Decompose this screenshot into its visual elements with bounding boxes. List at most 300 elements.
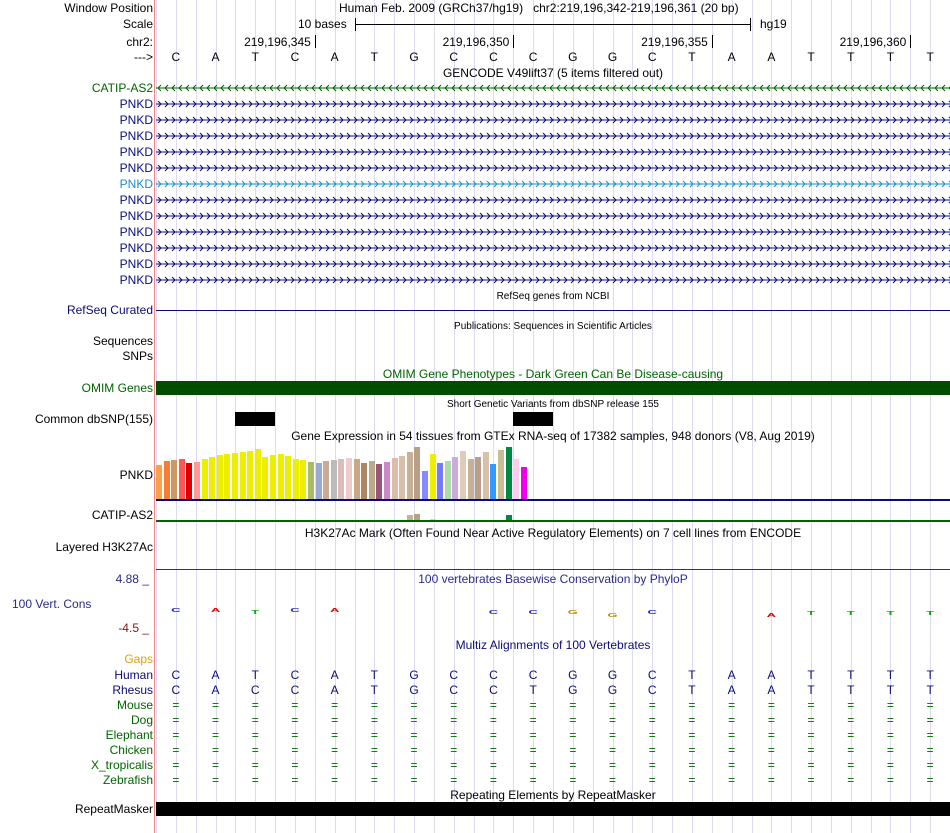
multiz-aligned-base: =: [489, 728, 497, 742]
position-tick-label: 219,196,345: [244, 35, 311, 49]
multiz-aligned-base: =: [172, 728, 180, 742]
phylop-base-glyph[interactable]: C: [647, 608, 657, 616]
gencode-gene-label[interactable]: PNKD: [119, 113, 153, 127]
gtex-tissue-bar[interactable]: [232, 453, 238, 499]
multiz-gaps-label[interactable]: Gaps: [124, 652, 153, 666]
multiz-aligned-base: =: [807, 773, 815, 787]
multiz-aligned-base: =: [370, 758, 378, 772]
multiz-species-label[interactable]: X_tropicalis: [90, 758, 153, 772]
multiz-aligned-base: =: [728, 698, 736, 712]
reference-base: A: [727, 50, 736, 64]
multiz-aligned-base: =: [728, 713, 736, 727]
multiz-aligned-base: =: [291, 773, 299, 787]
gtex-tissue-bar[interactable]: [224, 454, 230, 499]
multiz-aligned-base: =: [688, 698, 696, 712]
gencode-gene-line[interactable]: [156, 225, 950, 239]
reference-base: C: [290, 50, 300, 64]
chrom-label: chr2:: [126, 35, 153, 49]
multiz-aligned-base: =: [688, 758, 696, 772]
refseq-label[interactable]: RefSeq Curated: [66, 303, 153, 317]
multiz-aligned-base: =: [251, 743, 259, 757]
multiz-aligned-base: T: [688, 683, 696, 697]
dbsnp-label[interactable]: Common dbSNP(155): [34, 412, 153, 426]
multiz-aligned-base: =: [569, 698, 577, 712]
multiz-aligned-base: A: [727, 668, 736, 682]
multiz-aligned-base: =: [807, 743, 815, 757]
multiz-aligned-base: =: [807, 713, 815, 727]
gencode-gene-label[interactable]: PNKD: [119, 225, 153, 239]
multiz-aligned-base: =: [886, 713, 894, 727]
multiz-aligned-base: =: [212, 728, 220, 742]
multiz-aligned-base: =: [886, 773, 894, 787]
reference-base: A: [767, 50, 776, 64]
multiz-aligned-base: A: [330, 683, 339, 697]
multiz-aligned-base: =: [212, 743, 220, 757]
gtex-tissue-bar[interactable]: [300, 460, 306, 499]
gencode-gene-line[interactable]: [156, 113, 950, 127]
multiz-aligned-base: =: [728, 728, 736, 742]
multiz-aligned-base: =: [450, 728, 458, 742]
gtex-tissue-bar[interactable]: [475, 457, 481, 499]
gtex-tissue-bar[interactable]: [270, 455, 276, 499]
scale-assembly: hg19: [760, 17, 787, 31]
reference-base: C: [449, 50, 459, 64]
reference-base: A: [211, 50, 220, 64]
multiz-aligned-base: =: [291, 698, 299, 712]
reference-base: T: [688, 50, 696, 64]
gtex-tissue-bar[interactable]: [445, 461, 451, 499]
multiz-aligned-base: =: [172, 758, 180, 772]
gencode-gene-line[interactable]: [156, 81, 950, 95]
dbsnp-variant-1[interactable]: [235, 412, 275, 426]
phylop-base-glyph[interactable]: A: [766, 611, 777, 619]
phylop-base-glyph[interactable]: G: [607, 611, 618, 619]
omim-label[interactable]: OMIM Genes: [81, 381, 153, 395]
phylop-base-glyph[interactable]: T: [846, 609, 855, 617]
gtex-gene-label-catip[interactable]: CATIP-AS2: [91, 508, 153, 522]
multiz-aligned-base: =: [569, 773, 577, 787]
multiz-aligned-base: =: [926, 698, 934, 712]
gencode-gene-line[interactable]: [156, 193, 950, 207]
phylop-base-glyph[interactable]: A: [329, 606, 340, 614]
phylop-base-glyph[interactable]: G: [567, 608, 578, 616]
gtex-tissue-bar[interactable]: [384, 462, 390, 499]
multiz-aligned-base: =: [609, 728, 617, 742]
multiz-aligned-base: =: [489, 743, 497, 757]
refseq-title[interactable]: RefSeq genes from NCBI: [496, 291, 610, 302]
position-tick-label: 219,196,350: [442, 35, 510, 49]
multiz-aligned-base: =: [688, 728, 696, 742]
gtex-tissue-bar[interactable]: [331, 460, 337, 499]
multiz-aligned-base: =: [410, 758, 418, 772]
gencode-gene-line[interactable]: [156, 97, 950, 111]
multiz-aligned-base: =: [172, 743, 180, 757]
repeatmasker-label[interactable]: RepeatMasker: [74, 802, 153, 816]
multiz-species-label[interactable]: Zebrafish: [102, 773, 153, 787]
gtex-tissue-bar[interactable]: [483, 452, 489, 499]
multiz-aligned-base: =: [331, 758, 339, 772]
gencode-gene-line[interactable]: [156, 145, 950, 159]
phylop-base-glyph[interactable]: T: [807, 609, 816, 617]
position-tick-label: 219,196,355: [641, 35, 708, 49]
gtex-tissue-bar[interactable]: [490, 464, 496, 499]
gtex-tissue-bar[interactable]: [399, 456, 405, 499]
h3k27ac-title[interactable]: H3K27Ac Mark (Often Found Near Active Regulatory Elements) on 7 cell lines from ENCODE: [304, 526, 802, 540]
gtex-tissue-bar[interactable]: [422, 471, 428, 499]
multiz-aligned-base: =: [410, 698, 418, 712]
multiz-aligned-base: =: [410, 728, 418, 742]
multiz-aligned-base: T: [847, 683, 855, 697]
multiz-aligned-base: A: [330, 668, 339, 682]
multiz-aligned-base: =: [212, 713, 220, 727]
gtex-tissue-bar[interactable]: [209, 457, 215, 499]
dbsnp-variant-2[interactable]: [513, 412, 553, 426]
reference-base: C: [528, 50, 538, 64]
multiz-aligned-base: =: [767, 713, 775, 727]
multiz-aligned-base: =: [331, 728, 339, 742]
gtex-tissue-bar[interactable]: [338, 459, 344, 499]
multiz-aligned-base: =: [331, 713, 339, 727]
multiz-aligned-base: =: [410, 773, 418, 787]
multiz-aligned-base: =: [450, 773, 458, 787]
scale-label: Scale: [122, 17, 153, 31]
multiz-aligned-base: T: [886, 683, 895, 697]
multiz-aligned-base: =: [569, 728, 577, 742]
multiz-species-label[interactable]: Elephant: [105, 728, 153, 742]
scale-bar: [355, 24, 751, 25]
gtex-tissue-bar[interactable]: [255, 449, 261, 499]
position-tick-label: 219,196,360: [839, 35, 907, 49]
gencode-gene-label[interactable]: PNKD: [119, 161, 153, 175]
multiz-aligned-base: =: [926, 728, 934, 742]
gencode-gene-label[interactable]: PNKD: [119, 177, 153, 191]
gtex-tissue-bar[interactable]: [513, 459, 519, 499]
gtex-catip-baseline: [156, 520, 950, 522]
phylop-base-glyph[interactable]: T: [886, 609, 895, 617]
repeatmasker-title[interactable]: Repeating Elements by RepeatMasker: [450, 788, 656, 802]
multiz-aligned-base: T: [847, 668, 855, 682]
gtex-tissue-bar[interactable]: [285, 456, 291, 499]
multiz-aligned-base: =: [886, 758, 894, 772]
multiz-aligned-base: =: [847, 698, 855, 712]
gtex-tissue-bar[interactable]: [217, 455, 223, 499]
multiz-aligned-base: =: [807, 728, 815, 742]
gtex-tissue-bar[interactable]: [316, 463, 322, 499]
multiz-aligned-base: T: [926, 668, 934, 682]
multiz-aligned-base: =: [489, 698, 497, 712]
multiz-aligned-base: =: [172, 698, 180, 712]
gtex-tissue-bar[interactable]: [240, 452, 246, 499]
publications-snps-label[interactable]: SNPs: [122, 349, 153, 363]
gtex-tissue-bar[interactable]: [308, 462, 314, 499]
gtex-tissue-bar[interactable]: [202, 459, 208, 499]
gtex-tissue-bar[interactable]: [506, 447, 512, 499]
reference-base: G: [568, 50, 578, 64]
multiz-aligned-base: =: [529, 758, 537, 772]
multiz-aligned-base: =: [291, 758, 299, 772]
multiz-aligned-base: =: [331, 773, 339, 787]
multiz-aligned-base: A: [211, 668, 220, 682]
reference-base: C: [171, 50, 181, 64]
multiz-aligned-base: =: [847, 758, 855, 772]
gtex-tissue-bar[interactable]: [369, 461, 375, 499]
multiz-aligned-base: =: [251, 713, 259, 727]
multiz-aligned-base: T: [251, 668, 259, 682]
gtex-gene-label-pnkd[interactable]: PNKD: [119, 468, 153, 482]
multiz-aligned-base: =: [728, 758, 736, 772]
gencode-gene-line[interactable]: [156, 129, 950, 143]
gtex-tissue-bar[interactable]: [354, 459, 360, 499]
gtex-pnkd-bars[interactable]: [156, 443, 536, 499]
multiz-aligned-base: =: [370, 728, 378, 742]
gencode-gene-label[interactable]: PNKD: [119, 129, 153, 143]
multiz-aligned-base: C: [528, 668, 538, 682]
multiz-aligned-base: A: [727, 683, 736, 697]
phylop-label[interactable]: 100 Vert. Cons: [12, 597, 92, 611]
reference-base: T: [807, 50, 815, 64]
gtex-tissue-bar[interactable]: [346, 458, 352, 499]
refseq-line[interactable]: [156, 310, 950, 311]
gtex-title[interactable]: Gene Expression in 54 tissues from GTEx RNA-seq of 17382 samples, 948 donors (V8, Aug 2019): [291, 429, 815, 443]
multiz-aligned-base: T: [926, 683, 934, 697]
multiz-aligned-base: =: [450, 743, 458, 757]
gtex-tissue-bar[interactable]: [376, 464, 382, 499]
gtex-tissue-bar[interactable]: [468, 459, 474, 499]
gtex-tissue-bar[interactable]: [414, 447, 420, 499]
multiz-aligned-base: =: [648, 773, 656, 787]
multiz-aligned-base: =: [291, 743, 299, 757]
reference-base: A: [330, 50, 339, 64]
gencode-gene-label[interactable]: PNKD: [119, 209, 153, 223]
multiz-aligned-base: =: [886, 728, 894, 742]
multiz-species-label[interactable]: Dog: [130, 713, 153, 727]
gtex-tissue-bar[interactable]: [392, 458, 398, 499]
multiz-aligned-base: G: [568, 683, 578, 697]
multiz-aligned-base: =: [648, 728, 656, 742]
strand-label: --->: [134, 50, 153, 64]
gtex-tissue-bar[interactable]: [361, 463, 367, 499]
multiz-aligned-base: =: [688, 743, 696, 757]
multiz-aligned-base: =: [569, 713, 577, 727]
multiz-aligned-base: =: [847, 743, 855, 757]
reference-base: G: [409, 50, 419, 64]
phylop-base-glyph[interactable]: C: [488, 608, 499, 616]
multiz-aligned-base: G: [607, 668, 618, 682]
phylop-max-label: 4.88 _: [115, 572, 149, 586]
multiz-aligned-base: =: [648, 698, 656, 712]
multiz-aligned-base: =: [609, 773, 617, 787]
multiz-aligned-base: =: [450, 713, 458, 727]
gencode-gene-label[interactable]: PNKD: [119, 193, 153, 207]
multiz-aligned-base: =: [529, 713, 537, 727]
gencode-gene-label[interactable]: PNKD: [119, 257, 153, 271]
gtex-tissue-bar[interactable]: [247, 451, 253, 499]
multiz-aligned-base: =: [569, 743, 577, 757]
multiz-aligned-base: =: [728, 743, 736, 757]
multiz-aligned-base: =: [569, 758, 577, 772]
multiz-aligned-base: =: [370, 743, 378, 757]
multiz-aligned-base: =: [926, 758, 934, 772]
multiz-aligned-base: =: [609, 743, 617, 757]
gtex-tissue-bar[interactable]: [278, 454, 284, 499]
multiz-aligned-base: =: [529, 743, 537, 757]
position-tick-mark: [712, 35, 713, 48]
multiz-aligned-base: =: [609, 713, 617, 727]
h3k27ac-baseline: [156, 569, 950, 570]
multiz-aligned-base: C: [171, 683, 181, 697]
multiz-species-label[interactable]: Rhesus: [112, 683, 153, 697]
multiz-aligned-base: =: [331, 698, 339, 712]
multiz-aligned-base: =: [291, 728, 299, 742]
multiz-aligned-base: =: [251, 758, 259, 772]
gtex-tissue-bar[interactable]: [437, 463, 443, 499]
gtex-tissue-bar[interactable]: [407, 452, 413, 499]
multiz-aligned-base: G: [409, 668, 419, 682]
multiz-aligned-base: T: [688, 668, 696, 682]
multiz-aligned-base: A: [767, 683, 776, 697]
gencode-gene-label[interactable]: PNKD: [119, 97, 153, 111]
multiz-aligned-base: A: [767, 668, 776, 682]
repeatmasker-bar[interactable]: [156, 802, 950, 816]
gencode-gene-line[interactable]: [156, 161, 950, 175]
gtex-pnkd-baseline: [156, 499, 950, 501]
multiz-aligned-base: =: [489, 713, 497, 727]
multiz-aligned-base: =: [370, 698, 378, 712]
multiz-species-label[interactable]: Chicken: [109, 743, 153, 757]
gencode-gene-label[interactable]: CATIP-AS2: [91, 81, 153, 95]
reference-base: G: [607, 50, 618, 64]
multiz-aligned-base: T: [807, 668, 815, 682]
multiz-aligned-base: C: [290, 683, 300, 697]
multiz-aligned-base: =: [767, 698, 775, 712]
reference-base: C: [489, 50, 498, 64]
gtex-tissue-bar[interactable]: [293, 459, 299, 499]
phylop-base-glyph[interactable]: T: [926, 609, 935, 617]
gencode-gene-line[interactable]: [156, 273, 950, 287]
multiz-aligned-base: C: [449, 683, 459, 697]
gtex-tissue-bar[interactable]: [164, 461, 170, 499]
phylop-base-glyph[interactable]: C: [290, 606, 300, 614]
position-tick-mark: [315, 35, 316, 48]
gencode-gene-line[interactable]: [156, 241, 950, 255]
multiz-aligned-base: C: [489, 668, 498, 682]
multiz-species-label[interactable]: Mouse: [116, 698, 153, 712]
phylop-title[interactable]: 100 vertebrates Basewise Conservation by PhyloP: [418, 572, 688, 586]
multiz-aligned-base: =: [847, 728, 855, 742]
multiz-aligned-base: =: [847, 773, 855, 787]
h3k27ac-label[interactable]: Layered H3K27Ac: [55, 540, 153, 554]
publications-sequences-label[interactable]: Sequences: [92, 334, 153, 348]
multiz-aligned-base: G: [409, 683, 419, 697]
gtex-tissue-bar[interactable]: [156, 465, 162, 499]
multiz-aligned-base: C: [647, 683, 657, 697]
multiz-aligned-base: =: [648, 758, 656, 772]
multiz-aligned-base: G: [568, 668, 578, 682]
scale-bases-text: 10 bases: [298, 17, 347, 31]
gtex-tissue-bar[interactable]: [521, 467, 527, 499]
multiz-aligned-base: =: [212, 758, 220, 772]
gtex-tissue-bar[interactable]: [194, 462, 200, 499]
gtex-tissue-bar[interactable]: [171, 460, 177, 499]
multiz-aligned-base: =: [609, 698, 617, 712]
multiz-aligned-base: =: [767, 758, 775, 772]
phylop-base-glyph[interactable]: C: [171, 606, 181, 614]
position-tick-mark: [910, 35, 911, 48]
gtex-tissue-bar[interactable]: [430, 454, 436, 499]
gencode-gene-line[interactable]: [156, 177, 950, 191]
multiz-aligned-base: C: [250, 683, 260, 697]
multiz-aligned-base: =: [172, 713, 180, 727]
multiz-aligned-base: =: [767, 728, 775, 742]
multiz-aligned-base: =: [251, 773, 259, 787]
omim-title[interactable]: OMIM Gene Phenotypes - Dark Green Can Be Disease-causing: [382, 367, 724, 381]
multiz-aligned-base: =: [529, 728, 537, 742]
phylop-base-glyph[interactable]: C: [528, 608, 538, 616]
gtex-tissue-bar[interactable]: [179, 459, 185, 499]
multiz-aligned-base: C: [647, 668, 657, 682]
multiz-aligned-base: =: [172, 773, 180, 787]
multiz-aligned-base: =: [489, 758, 497, 772]
gencode-gene-label[interactable]: PNKD: [119, 241, 153, 255]
reference-base: C: [647, 50, 657, 64]
gencode-gene-line[interactable]: [156, 209, 950, 223]
multiz-aligned-base: T: [807, 683, 815, 697]
multiz-title[interactable]: Multiz Alignments of 100 Vertebrates: [455, 638, 651, 652]
multiz-species-label[interactable]: Human: [114, 668, 153, 682]
multiz-aligned-base: =: [609, 758, 617, 772]
gtex-tissue-bar[interactable]: [186, 463, 192, 499]
multiz-aligned-base: =: [767, 743, 775, 757]
multiz-aligned-base: T: [370, 683, 379, 697]
phylop-base-glyph[interactable]: A: [210, 606, 221, 614]
scale-bar-right-tick: [750, 18, 751, 31]
dbsnp-title[interactable]: Short Genetic Variants from dbSNP release 155: [447, 399, 659, 410]
gtex-tissue-bar[interactable]: [460, 451, 466, 499]
multiz-aligned-base: =: [251, 698, 259, 712]
reference-base: T: [926, 50, 934, 64]
multiz-aligned-base: =: [926, 713, 934, 727]
multiz-aligned-base: T: [370, 668, 379, 682]
phylop-min-label: -4.5 _: [118, 621, 149, 635]
gtex-tissue-bar[interactable]: [262, 457, 268, 499]
multiz-aligned-base: =: [529, 698, 537, 712]
gencode-gene-line[interactable]: [156, 257, 950, 271]
gtex-tissue-bar[interactable]: [323, 461, 329, 499]
reference-base: T: [251, 50, 259, 64]
multiz-aligned-base: =: [410, 743, 418, 757]
reference-base: T: [886, 50, 895, 64]
gencode-gene-label[interactable]: PNKD: [119, 145, 153, 159]
multiz-aligned-base: =: [212, 698, 220, 712]
multiz-aligned-base: =: [886, 698, 894, 712]
gencode-gene-label[interactable]: PNKD: [119, 273, 153, 287]
gtex-tissue-bar[interactable]: [452, 457, 458, 499]
multiz-aligned-base: =: [688, 773, 696, 787]
publications-title[interactable]: Publications: Sequences in Scientific Articles: [454, 321, 652, 332]
multiz-aligned-base: =: [728, 773, 736, 787]
multiz-aligned-base: =: [926, 773, 934, 787]
multiz-aligned-base: =: [291, 713, 299, 727]
omim-gene-bar[interactable]: [156, 381, 950, 395]
gencode-title[interactable]: GENCODE V49lift37 (5 items filtered out): [442, 66, 664, 80]
position-tick-mark: [513, 35, 514, 48]
multiz-aligned-base: =: [489, 773, 497, 787]
multiz-aligned-base: A: [211, 683, 220, 697]
multiz-aligned-base: =: [450, 698, 458, 712]
phylop-base-glyph[interactable]: T: [251, 608, 260, 616]
multiz-aligned-base: =: [648, 713, 656, 727]
gtex-tissue-bar[interactable]: [498, 450, 504, 499]
